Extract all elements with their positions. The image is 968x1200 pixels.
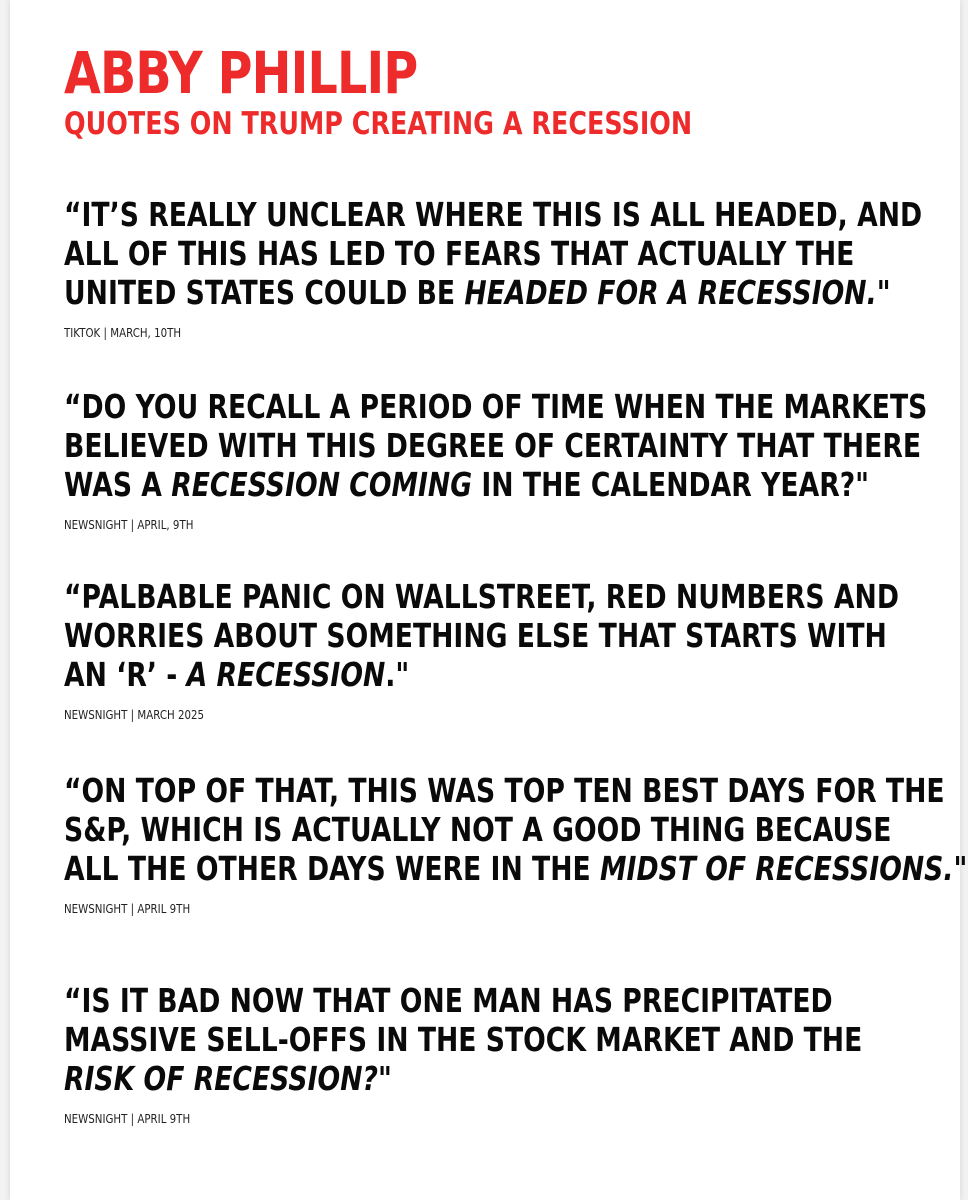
quote-line-text: WAS A [64,466,172,504]
page-subtitle: QUOTES ON TRUMP CREATING A RECESSION [64,106,693,142]
quote-line-text: ALL THE OTHER DAYS WERE IN THE [64,850,601,888]
quote-line-text: ALL OF THIS HAS LED TO FEARS THAT ACTUALLY THE [64,235,855,273]
quote-line [64,811,967,850]
quote-line [64,235,922,274]
document-page [10,0,968,1200]
quote-line-text: “PALBABLE PANIC ON WALLSTREET, RED NUMBERS AND [64,578,899,616]
quote-line-text: " [953,850,968,888]
quote-line-text: “IS IT BAD NOW THAT ONE MAN HAS PRECIPITATED [64,982,833,1020]
quote-line [64,274,922,313]
quote-line-text: AN ‘R’ - [64,656,187,694]
quote-text [64,772,967,889]
quote-line-text: " [377,1060,392,1098]
quote-line-text: S&P, WHICH IS ACTUALLY NOT A GOOD THING BECAUSE [64,811,892,849]
quote-source: NEWSNIGHT | APRIL 9TH [64,1111,191,1126]
quote-line [64,466,927,505]
quote-source: NEWSNIGHT | APRIL, 9TH [64,517,194,532]
quote-line [64,656,899,695]
quote-line-text: UNITED STATES COULD BE [64,274,465,312]
quote-text [64,982,862,1099]
quote-emphasis: A RECESSION [186,656,386,694]
quote-line-text: ." [385,656,410,694]
quote-line [64,982,862,1021]
quote-block [64,982,968,1127]
quote-block [64,196,968,341]
quote-line-text: “ON TOP OF THAT, THIS WAS TOP TEN BEST DAYS FOR THE [64,772,945,810]
quote-line [64,772,967,811]
quote-line-text: IN THE CALENDAR YEAR?" [472,466,870,504]
quote-text [64,578,899,695]
quote-source: NEWSNIGHT | APRIL 9TH [64,901,191,916]
quote-emphasis: HEADED FOR A RECESSION. [464,274,877,312]
quote-line-text: MASSIVE SELL-OFFS IN THE STOCK MARKET AND THE [64,1021,863,1059]
quote-line [64,578,899,617]
quote-line-text: WORRIES ABOUT SOMETHING ELSE THAT STARTS WITH [64,617,887,655]
quote-emphasis: RISK OF RECESSION? [64,1060,378,1098]
quote-line [64,196,922,235]
quote-line [64,617,899,656]
quote-line-text: “IT’S REALLY UNCLEAR WHERE THIS IS ALL HEADED, AND [64,196,923,234]
quote-block [64,772,968,917]
quote-emphasis: MIDST OF RECESSIONS. [600,850,954,888]
quote-block [64,578,968,723]
quote-emphasis: RECESSION COMING [171,466,473,504]
quote-line-text: " [876,274,891,312]
quote-line [64,1021,862,1060]
quote-text [64,388,927,505]
quote-line-text: “DO YOU RECALL A PERIOD OF TIME WHEN THE MARKETS [64,388,928,426]
quote-line-text: BELIEVED WITH THIS DEGREE OF CERTAINTY THAT THERE [64,427,922,465]
document-content [64,39,968,1126]
quote-block [64,388,968,533]
quote-line [64,388,927,427]
page-title: ABBY PHILLIP [64,39,418,107]
quote-line [64,1060,862,1099]
quote-line [64,427,927,466]
quote-line [64,850,967,889]
quote-text [64,196,922,313]
quote-source: NEWSNIGHT | MARCH 2025 [64,707,205,722]
quote-source: TIKTOK | MARCH, 10TH [64,325,182,340]
